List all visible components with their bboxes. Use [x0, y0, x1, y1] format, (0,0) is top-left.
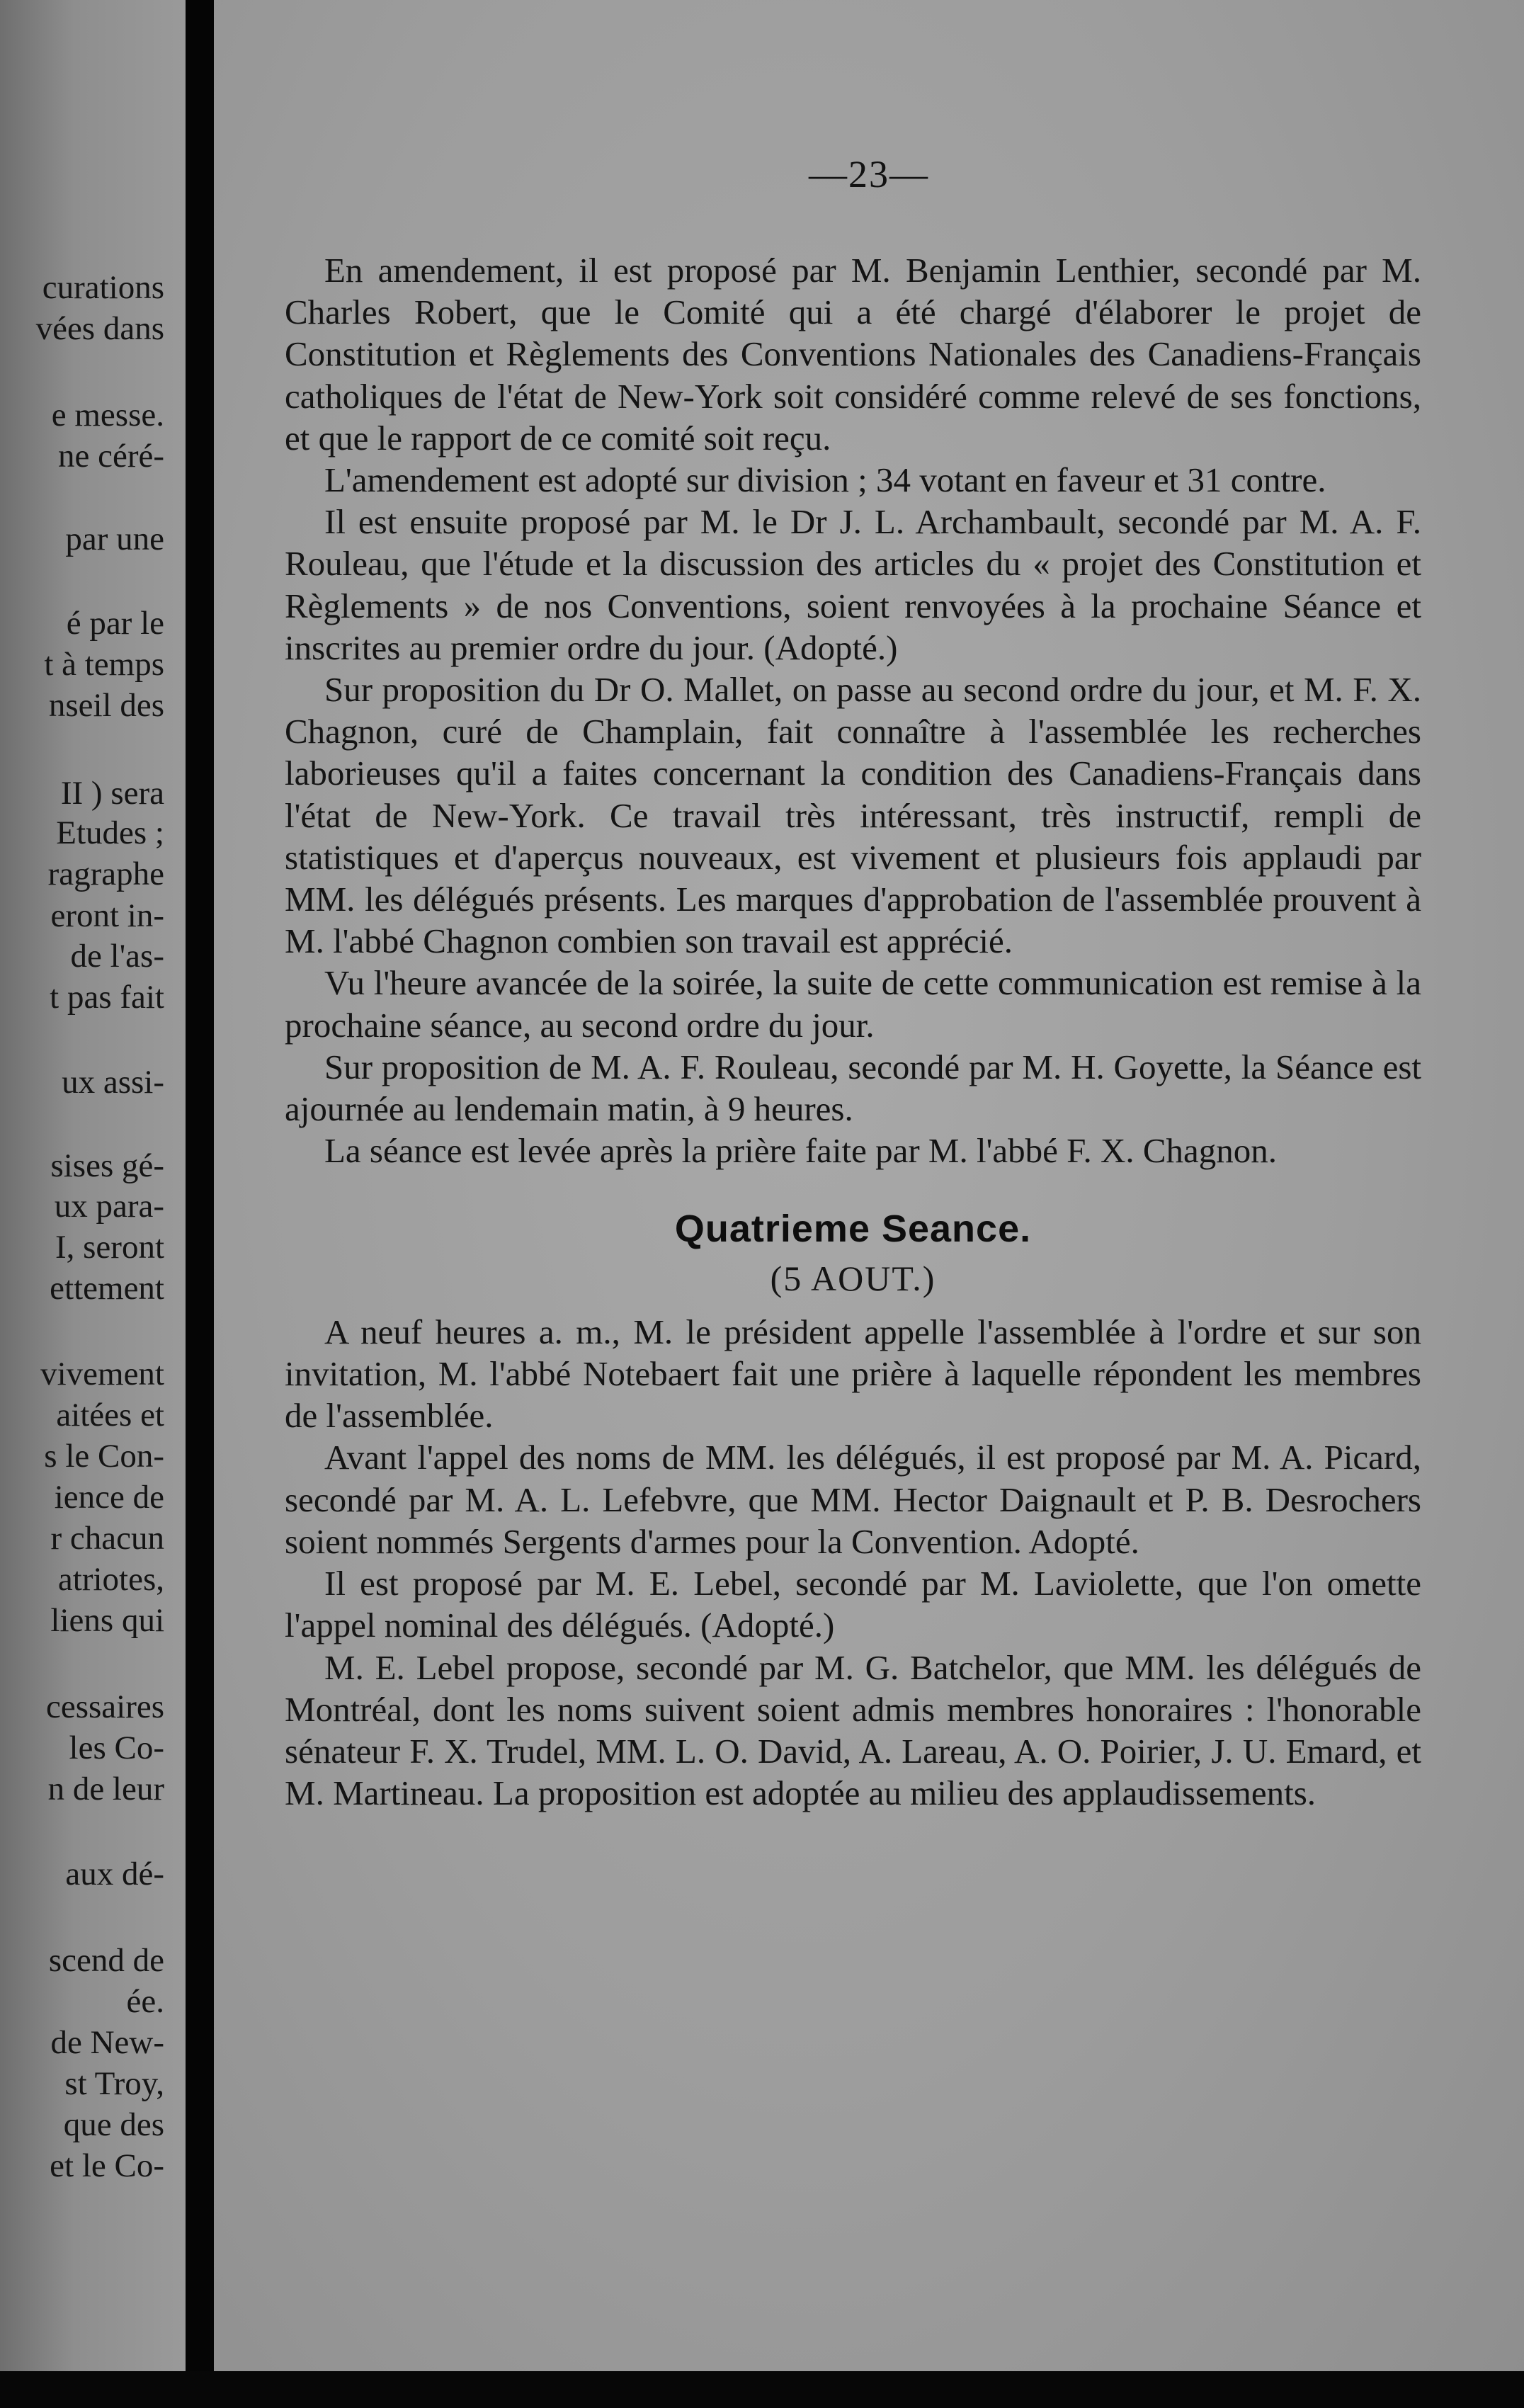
binding-gutter: [186, 0, 214, 2408]
left-fragment-line: cessaires: [45, 1688, 164, 1725]
left-fragment-line: curations: [42, 269, 164, 306]
paragraph: L'amendement est adopté sur division ; 34 votant en faveur et 31 contre.: [324, 460, 1326, 500]
paragraph: En amendement, il est proposé par M. Benjamin Lenthier, secondé par M. Charles Robert, que le Comité qui a été chargé d'élaborer le projet de Constitution et Règlements des Conventions Nationales des Canadiens-Français catholiques de l'état de New-York soit considéré comme relevé de ses fonctions, et que le rapport de ce comité soit reçu.: [285, 251, 1421, 458]
left-fragment-line: n de leur: [47, 1771, 164, 1807]
paragraph: Sur proposition de M. A. F. Rouleau, secondé par M. H. Goyette, la Séance est ajournée au lendemain matin, à 9 heures.: [285, 1047, 1421, 1129]
paragraph: Il est proposé par M. E. Lebel, secondé par M. Laviolette, que l'on omette l'appel nominal des délégués. (Adopté.): [285, 1564, 1421, 1645]
left-fragment-line: ettement: [50, 1270, 164, 1307]
left-page-fragment: [0, 0, 186, 2408]
main-page: [214, 0, 1524, 2408]
left-fragment-line: é par le: [66, 605, 164, 642]
left-fragment-line: ux assi-: [62, 1064, 164, 1101]
left-fragment-line: t pas fait: [50, 979, 164, 1016]
left-fragment-line: par une: [65, 521, 164, 557]
left-fragment-line: et le Co-: [50, 2147, 164, 2184]
left-fragment-line: I, seront: [55, 1229, 164, 1266]
scan-bottom-edge: [0, 2371, 1524, 2408]
left-fragment-line: st Troy,: [64, 2065, 164, 2102]
paragraph: M. E. Lebel propose, secondé par M. G. Batchelor, que MM. les délégués de Montréal, dont les noms suivent soient admis membres honoraires : l'honorable sénateur F. X. Trudel, MM. L. O. David, A. Lareau, A. O. Poirier, J. U. Emard, et M. Martineau. La proposition est adoptée au milieu des applaudissements.: [285, 1647, 1421, 1813]
left-fragment-line: sises gé-: [50, 1147, 164, 1184]
paragraph: Vu l'heure avancée de la soirée, la suite de cette communication est remise à la prochaine séance, au second ordre du jour.: [285, 963, 1421, 1045]
left-fragment-line: II ) sera: [60, 775, 164, 812]
left-fragment-line: ux para-: [54, 1188, 164, 1225]
page-number: —23—: [809, 153, 929, 195]
left-fragment-line: de l'as-: [70, 938, 164, 975]
left-fragment-line: t à temps: [44, 646, 164, 683]
left-fragment-line: ragraphe: [47, 856, 164, 892]
left-fragment-line: scend de: [48, 1942, 164, 1979]
left-fragment-line: liens qui: [50, 1602, 164, 1639]
left-fragment-line: aitées et: [56, 1397, 164, 1433]
left-fragment-line: eront in-: [50, 897, 164, 934]
section-date: (5 AOUT.): [770, 1258, 936, 1298]
paragraph: Il est ensuite proposé par M. le Dr J. L. Archambault, secondé par M. A. F. Rouleau, que l'étude et la discussion des articles du « projet des Constitution et Règlements » de nos Conventions, soient renvoyées à la prochaine Séance et inscrites au premier ordre du jour. (Adopté.): [285, 502, 1421, 667]
left-fragment-line: r chacun: [50, 1520, 164, 1557]
left-fragment-line: Etudes ;: [56, 814, 164, 851]
paragraph: Sur proposition du Dr O. Mallet, on passe au second ordre du jour, et M. F. X. Chagnon, curé de Champlain, fait connaître à l'assemblée les recherches laborieuses qu'il a faites concernant la condition des Canadiens-Français dans l'état de New-York. Ce travail très intéressant, très instructif, rempli de statistiques et d'aperçus nouveaux, est vivement et plusieurs fois applaudi par MM. les délégués présents. Les marques d'approbation de l'assemblée prouvent à M. l'abbé Chagnon combien son travail est apprécié.: [285, 670, 1421, 961]
paragraph: Avant l'appel des noms de MM. les délégués, il est proposé par M. A. Picard, secondé par M. A. L. Lefebvre, que MM. Hector Daignault et P. B. Desrochers soient nommés Sergents d'armes pour la Convention. Adopté.: [285, 1438, 1421, 1561]
section-heading: Quatrieme Seance.: [674, 1208, 1032, 1251]
left-fragment-line: que des: [63, 2106, 164, 2143]
left-fragment-line: nseil des: [48, 687, 164, 724]
left-fragment-line: atriotes,: [57, 1561, 164, 1598]
left-fragment-line: ée.: [126, 1983, 164, 2020]
left-fragment-line: les Co-: [69, 1730, 164, 1766]
left-fragment-line: s le Con-: [44, 1438, 164, 1475]
left-fragment-line: vivement: [40, 1356, 164, 1392]
left-fragment-line: ience de: [54, 1479, 164, 1516]
left-fragment-line: de New-: [50, 2024, 164, 2061]
paragraph: A neuf heures a. m., M. le président appelle l'assemblée à l'ordre et sur son invitation, M. l'abbé Notebaert fait une prière à laquelle répondent les membres de l'assemblée.: [285, 1312, 1421, 1436]
left-fragment-line: ne céré-: [58, 438, 164, 475]
paragraph: La séance est levée après la prière faite par M. l'abbé F. X. Chagnon.: [324, 1131, 1278, 1171]
page-body: [285, 249, 1421, 1814]
left-fragment-line: aux dé-: [65, 1856, 164, 1892]
left-fragment-line: vées dans: [35, 310, 164, 347]
left-fragment-line: e messe.: [51, 397, 164, 433]
